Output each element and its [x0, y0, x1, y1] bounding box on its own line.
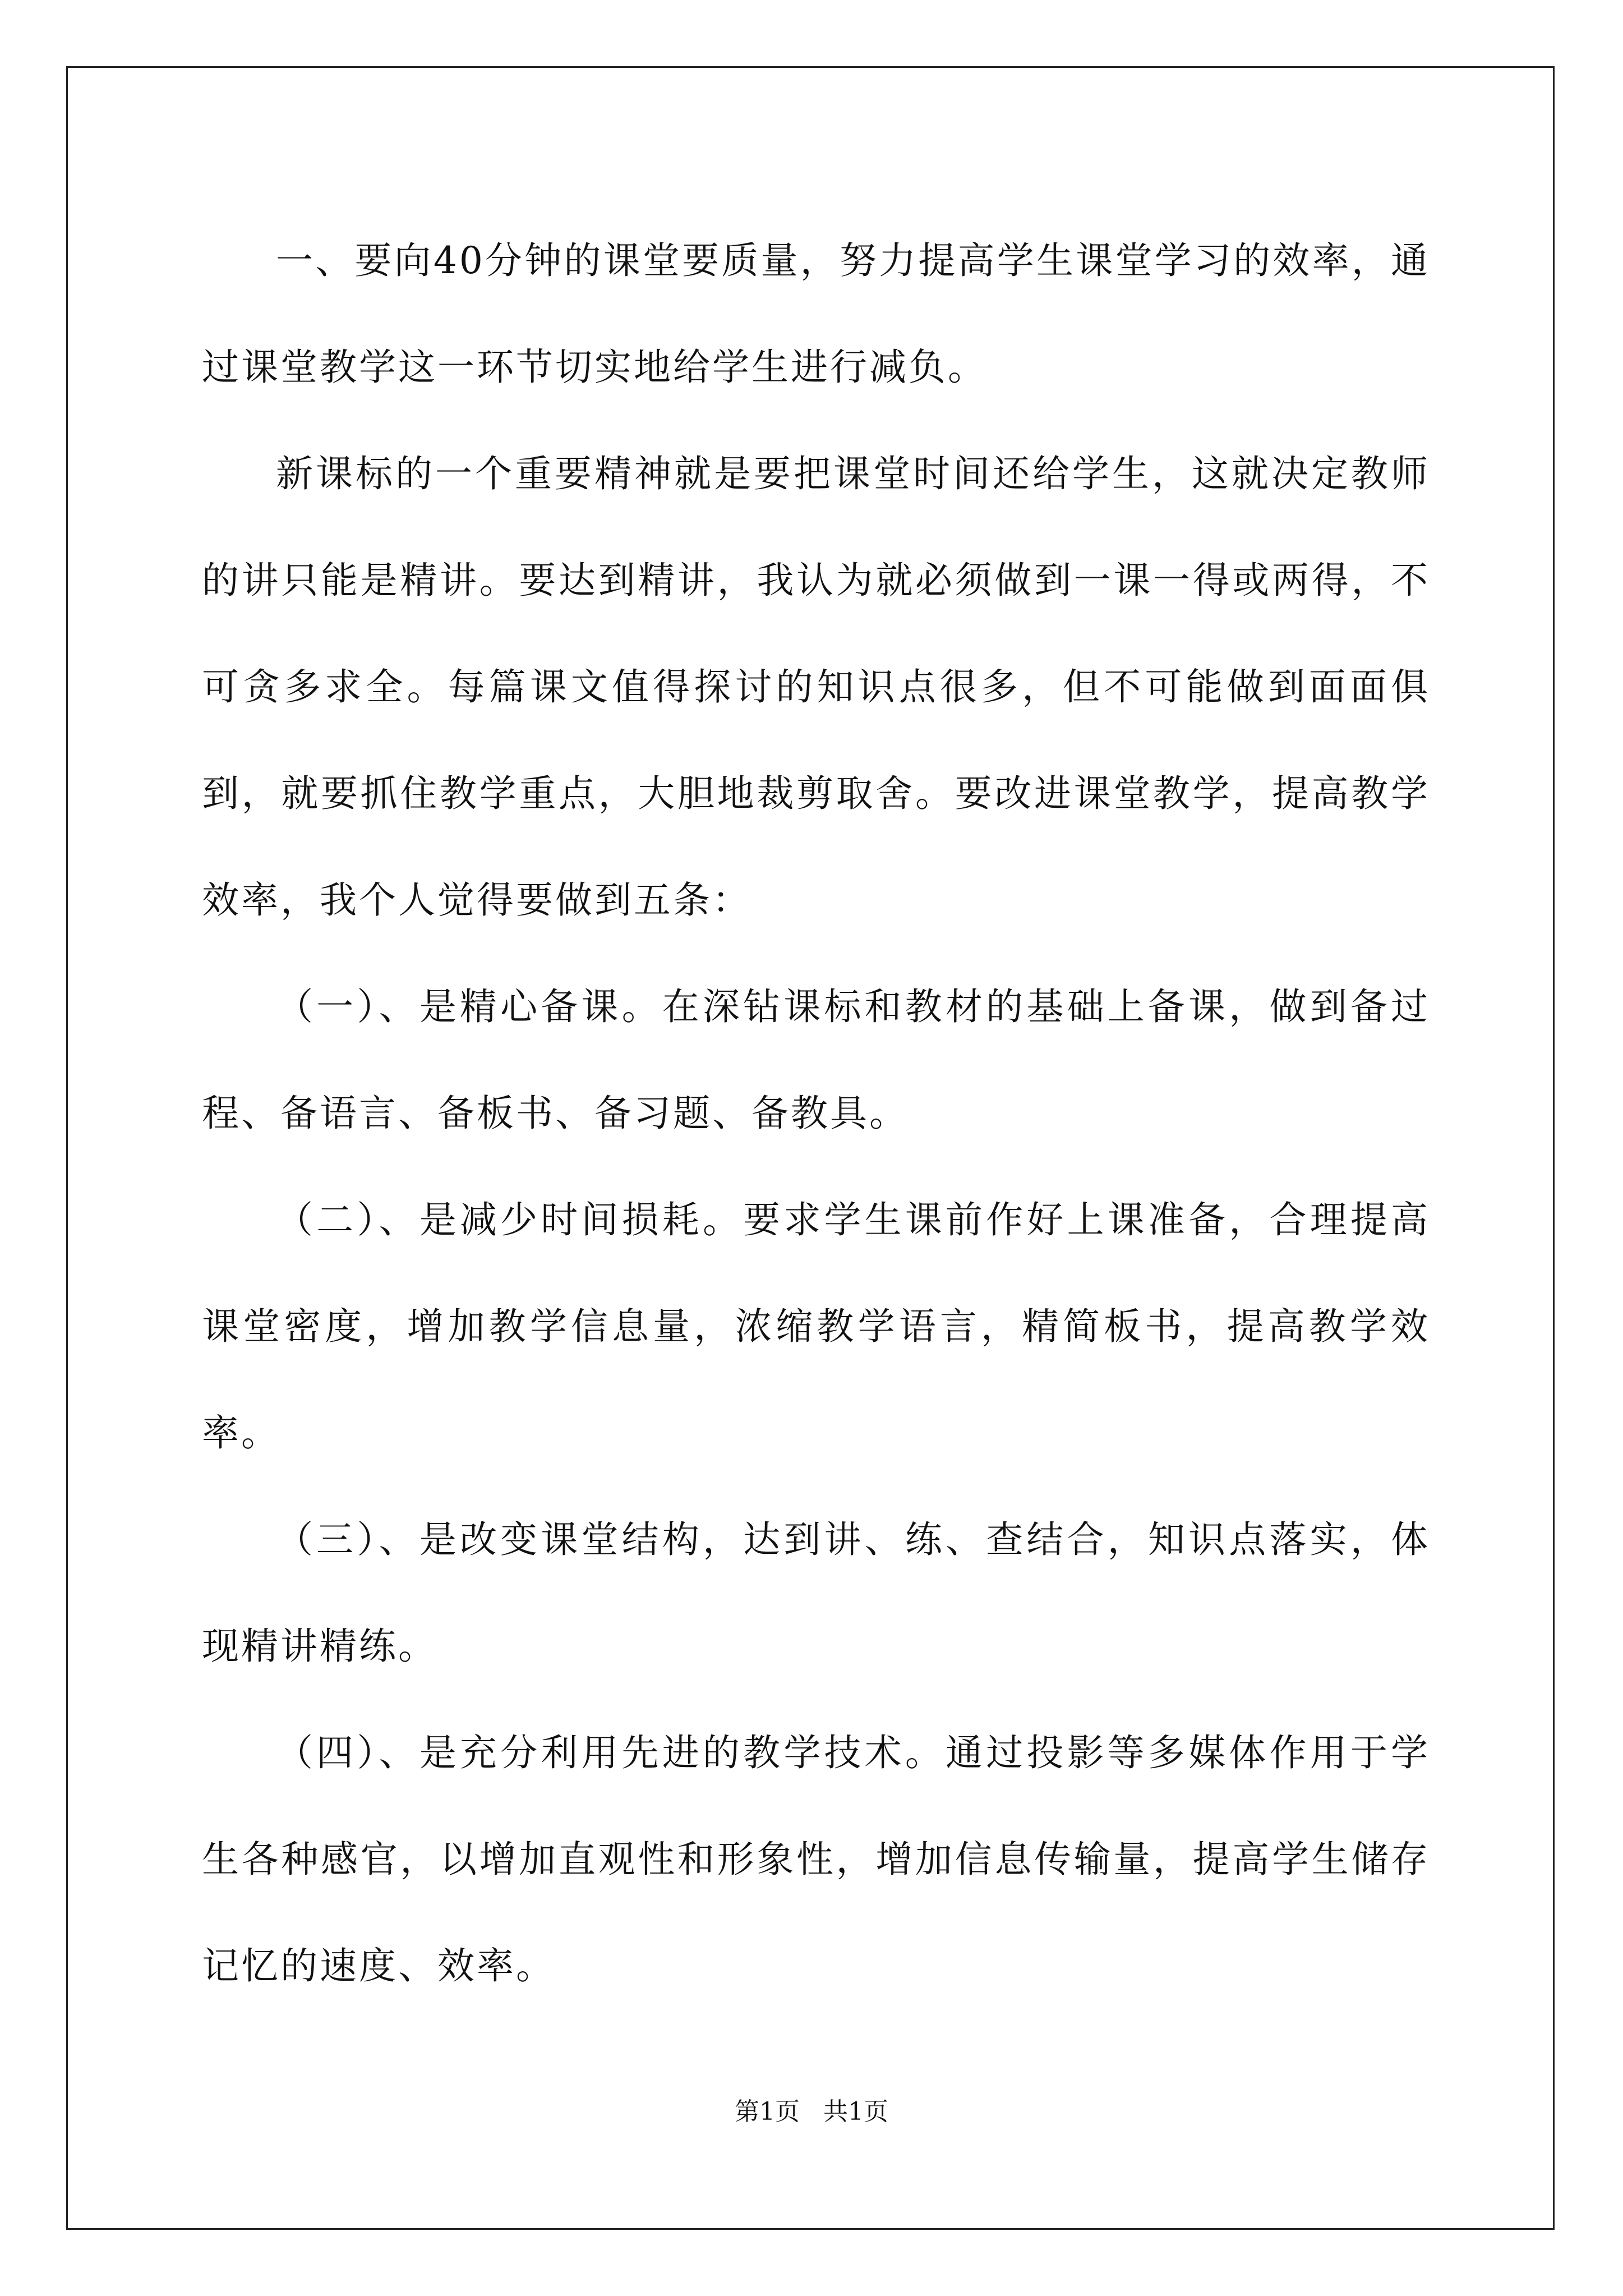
- paragraph: （二）、是减少时间损耗。要求学生课前作好上课准备，合理提高课堂密度，增加教学信息量，浓缩教学语言，精简板书，提高教学效率。: [202, 1198, 1430, 1455]
- paragraph: （一）、是精心备课。在深钻课标和教材的基础上备课，做到备过程、备语言、备板书、备习题、备教具。: [202, 985, 1430, 1135]
- page-footer: [0, 2095, 1623, 2129]
- paragraph: （四）、是充分利用先进的教学技术。通过投影等多媒体作用于学生各种感官，以增加直观性和形象性，增加信息传输量，提高学生储存记忆的速度、效率。: [202, 1731, 1430, 1987]
- page-number-total: 共1页: [823, 2097, 888, 2126]
- paragraph: 一、要向40分钟的课堂要质量，努力提高学生课堂学习的效率，通过课堂教学这一环节切实地给学生进行减负。: [202, 239, 1430, 389]
- paragraph: （三）、是改变课堂结构，达到讲、练、查结合，知识点落实，体现精讲精练。: [202, 1518, 1430, 1668]
- paragraph: 新课标的一个重要精神就是要把课堂时间还给学生，这就决定教师的讲只能是精讲。要达到精讲，我认为就必须做到一课一得或两得，不可贪多求全。每篇课文值得探讨的知识点很多，但不可能做到面面俱到，就要抓住教学重点，大胆地裁剪取舍。要改进课堂教学，提高教学效率，我个人觉得要做到五条：: [202, 452, 1430, 922]
- document-body: [202, 208, 1430, 2019]
- page-number-current: 第1页: [735, 2097, 800, 2126]
